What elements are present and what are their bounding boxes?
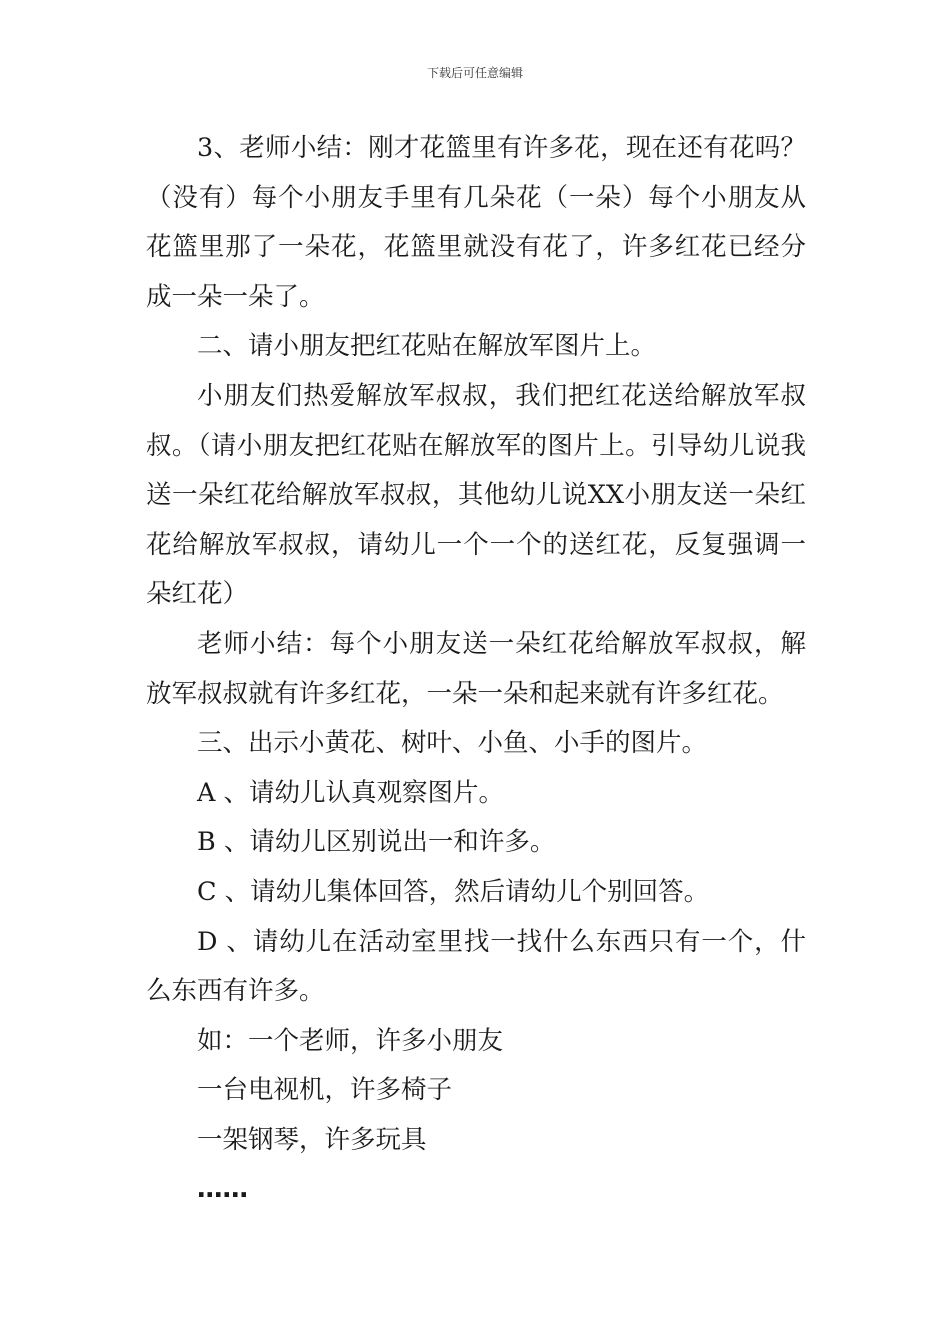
paragraph-step-b: B 、请幼儿区别说出一和许多。: [197, 827, 556, 858]
paragraph-example-2: 一台电视机，许多椅子: [197, 1075, 453, 1106]
paragraph-step-d: D 、请幼儿在活动室里找一找什么东西只有一个，什么东西有许多。: [146, 926, 806, 1007]
paragraph-step-a: A 、请幼儿认真观察图片。: [197, 777, 505, 808]
paragraph-section-three-heading: 三、出示小黄花、树叶、小鱼、小手的图片。: [197, 728, 708, 759]
paragraph-step-c: C 、请幼儿集体回答，然后请幼儿个别回答。: [197, 876, 710, 907]
paragraph-teacher-summary-2: 老师小结：每个小朋友送一朵红花给解放军叔叔，解放军叔叔就有许多红花，一朵一朵和起来就有许多红花。: [146, 628, 806, 709]
paragraph-example-3: 一架钢琴，许多玩具: [197, 1124, 427, 1155]
paragraph-section-two-heading: 二、请小朋友把红花贴在解放军图片上。: [197, 331, 657, 362]
paragraph-ellipsis: ……: [197, 1174, 248, 1205]
document-body: [146, 124, 806, 1215]
paragraph-teacher-summary-1: 3、老师小结：刚才花篮里有许多花，现在还有花吗？（没有）每个小朋友手里有几朵花（一朵）每个小朋友从花篮里那了一朵花，花篮里就没有花了，许多红花已经分成一朵一朵了。: [146, 133, 806, 312]
paragraph-example-1: 如：一个老师，许多小朋友: [197, 1025, 504, 1056]
page-header: 下载后可任意编辑: [426, 66, 523, 80]
paragraph-give-flowers: 小朋友们热爱解放军叔叔，我们把红花送给解放军叔叔。（请小朋友把红花贴在解放军的图片上。引导幼儿说我送一朵红花给解放军叔叔，其他幼儿说XX小朋友送一朵红花给解放军叔叔，请幼儿一个一个的送红花，反复强调一朵红花）: [146, 380, 806, 610]
